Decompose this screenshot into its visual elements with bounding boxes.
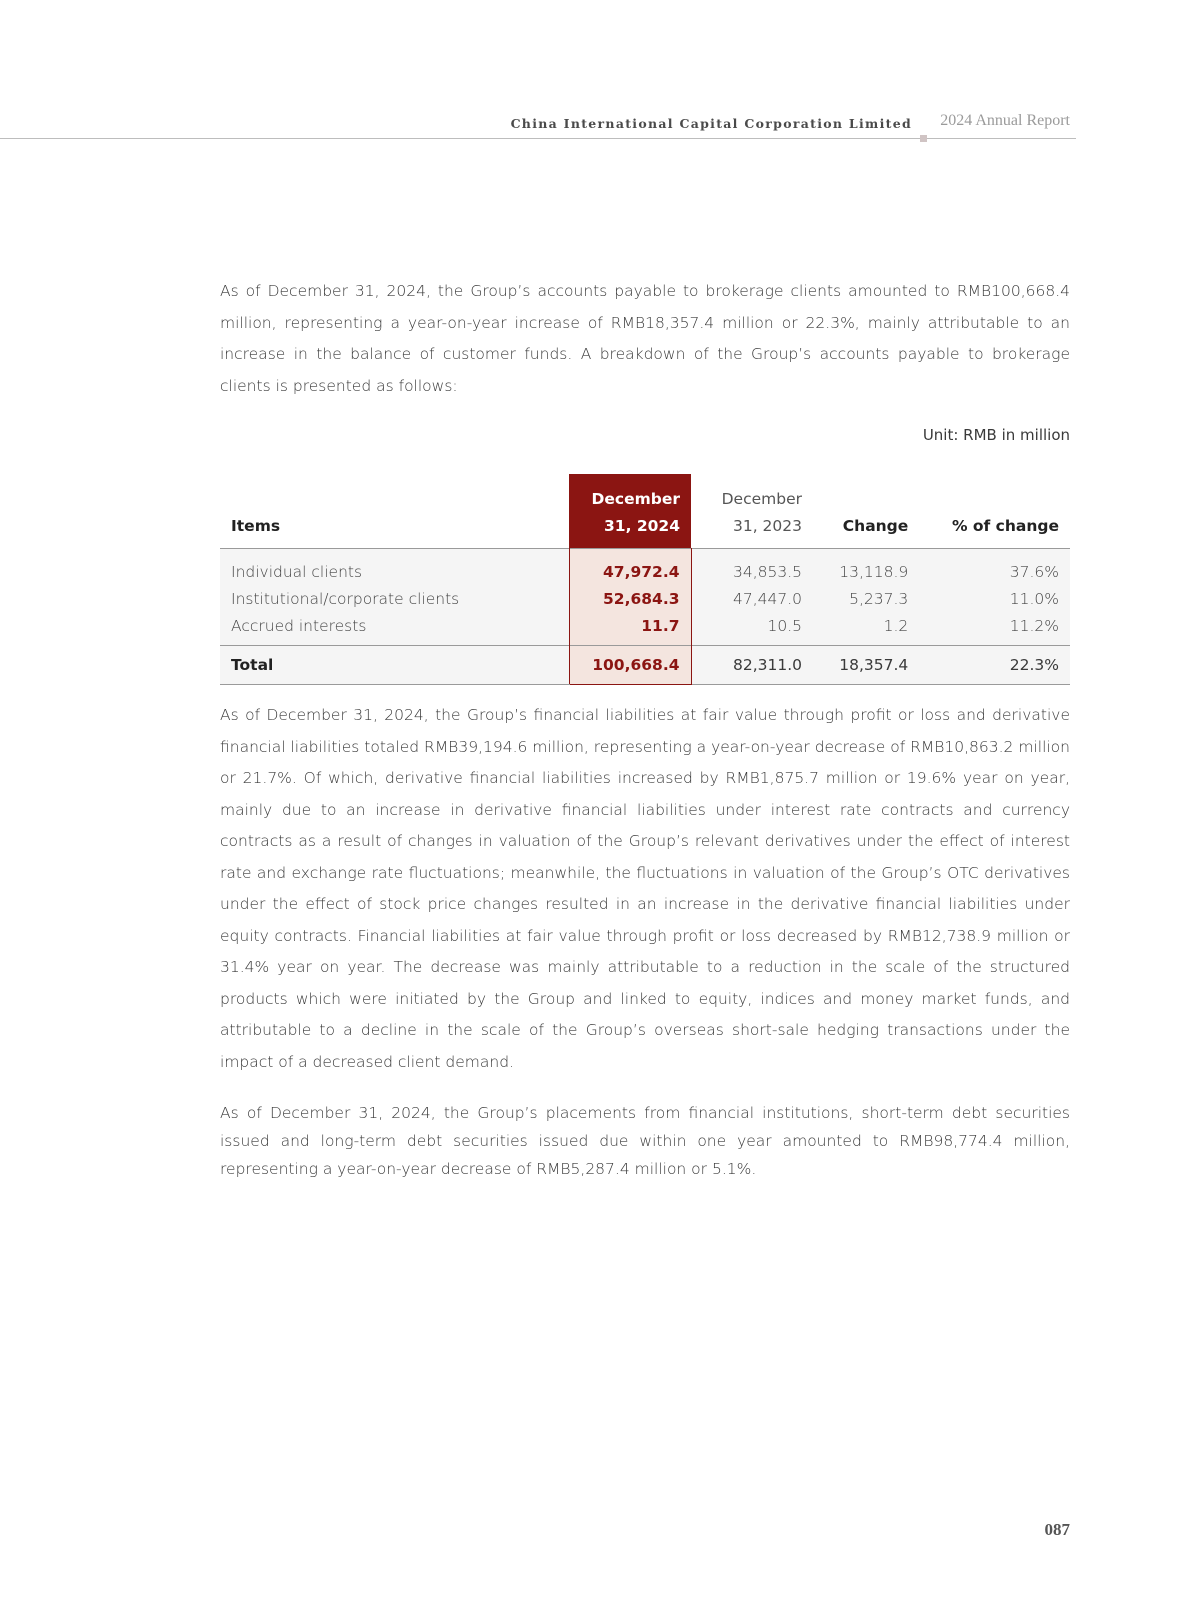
- table-unit-label: Unit: RMB in million: [922, 426, 1070, 444]
- row-pct: 11.0%: [919, 585, 1070, 612]
- total-label: Total: [220, 646, 569, 685]
- header-dec-2023-line1: December: [721, 490, 802, 508]
- table-row: [220, 612, 1070, 646]
- header-dec-2024: [569, 474, 691, 549]
- row-dec-2023: 47,447.0: [691, 585, 813, 612]
- row-dec-2023: 34,853.5: [691, 549, 813, 586]
- paragraph-brokerage-payables: As of December 31, 2024, the Group’s accounts payable to brokerage clients amounted to RMB100,668.4 million, representing a year-on-year increase of RMB18,357.4 million or 22.3%, mainly attributable to an increase in the balance of customer funds. A breakdown of the Group’s accounts payable to brokerage clients is presented as follows:: [220, 282, 1070, 395]
- header-marker: [920, 135, 927, 142]
- paragraph-financial-liabilities: As of December 31, 2024, the Group’s financial liabilities at fair value through profit or loss and derivative financial liabilities totaled RMB39,194.6 million, representing a year-on-year decrease of RMB10,863.2 million or 21.7%. Of which, derivative financial liabilities increased by RMB1,875.7 million or 19.6% year on year, mainly due to an increase in derivative financial liabilities under interest rate contracts and currency contracts as a result of changes in valuation of the Group’s relevant derivatives under the effect of interest rate and exchange rate fluctuations; meanwhile, the fluctuations in valuation of the Group’s OTC derivatives under the effect of stock price changes resulted in an increase in the derivative financial liabilities under equity contracts. Financial liabilities at fair value through profit or loss decreased by RMB12,738.9 million or 31.4% year on year. The decrease was mainly attributable to a reduction in the scale of the structured products which were initiated by the Group and linked to equity, indices and money market funds, and attributable to a decline in the scale of the Group’s overseas short-sale hedging transactions under the impact of a decreased client demand.: [220, 706, 1070, 1071]
- row-item: Institutional/corporate clients: [220, 585, 569, 612]
- table-row: [220, 549, 1070, 586]
- row-change: 13,118.9: [813, 549, 919, 586]
- header-report-title: 2024 Annual Report: [940, 112, 1070, 129]
- header-dec-2023-line2: 31, 2023: [732, 517, 802, 535]
- header-dec-2024-line2: 31, 2024: [604, 517, 680, 535]
- row-pct: 11.2%: [919, 612, 1070, 646]
- header-items: Items: [231, 517, 281, 535]
- header-company-name: China International Capital Corporation Limited: [510, 116, 912, 131]
- row-dec-2024: 11.7: [569, 612, 691, 646]
- table-row: [220, 585, 1070, 612]
- header-pct-change: % of change: [951, 517, 1059, 535]
- row-pct: 37.6%: [919, 549, 1070, 586]
- header-change: Change: [842, 517, 909, 535]
- row-change: 5,237.3: [813, 585, 919, 612]
- header-dec-2023: [691, 474, 813, 549]
- total-dec-2024: 100,668.4: [569, 646, 691, 685]
- total-dec-2023: 82,311.0: [691, 646, 813, 685]
- row-dec-2024: 47,972.4: [569, 549, 691, 586]
- header-dec-2024-line1: December: [591, 490, 680, 508]
- row-item: Accrued interests: [220, 612, 569, 646]
- total-pct: 22.3%: [919, 646, 1070, 685]
- paragraph-placements-debt: As of December 31, 2024, the Group’s placements from financial institutions, short-term debt securities issued and long-term debt securities issued due within one year amounted to RMB98,774.4 million, representing a year-on-year decrease of RMB5,287.4 million or 5.1%.: [220, 1104, 1070, 1178]
- brokerage-payables-table: [220, 474, 1070, 685]
- table-total-row: [220, 646, 1070, 685]
- row-change: 1.2: [813, 612, 919, 646]
- page-number: 087: [1044, 1520, 1070, 1539]
- page-header: [0, 110, 1076, 139]
- total-change: 18,357.4: [813, 646, 919, 685]
- row-item: Individual clients: [220, 549, 569, 586]
- row-dec-2023: 10.5: [691, 612, 813, 646]
- row-dec-2024: 52,684.3: [569, 585, 691, 612]
- table-header-row: [220, 474, 1070, 549]
